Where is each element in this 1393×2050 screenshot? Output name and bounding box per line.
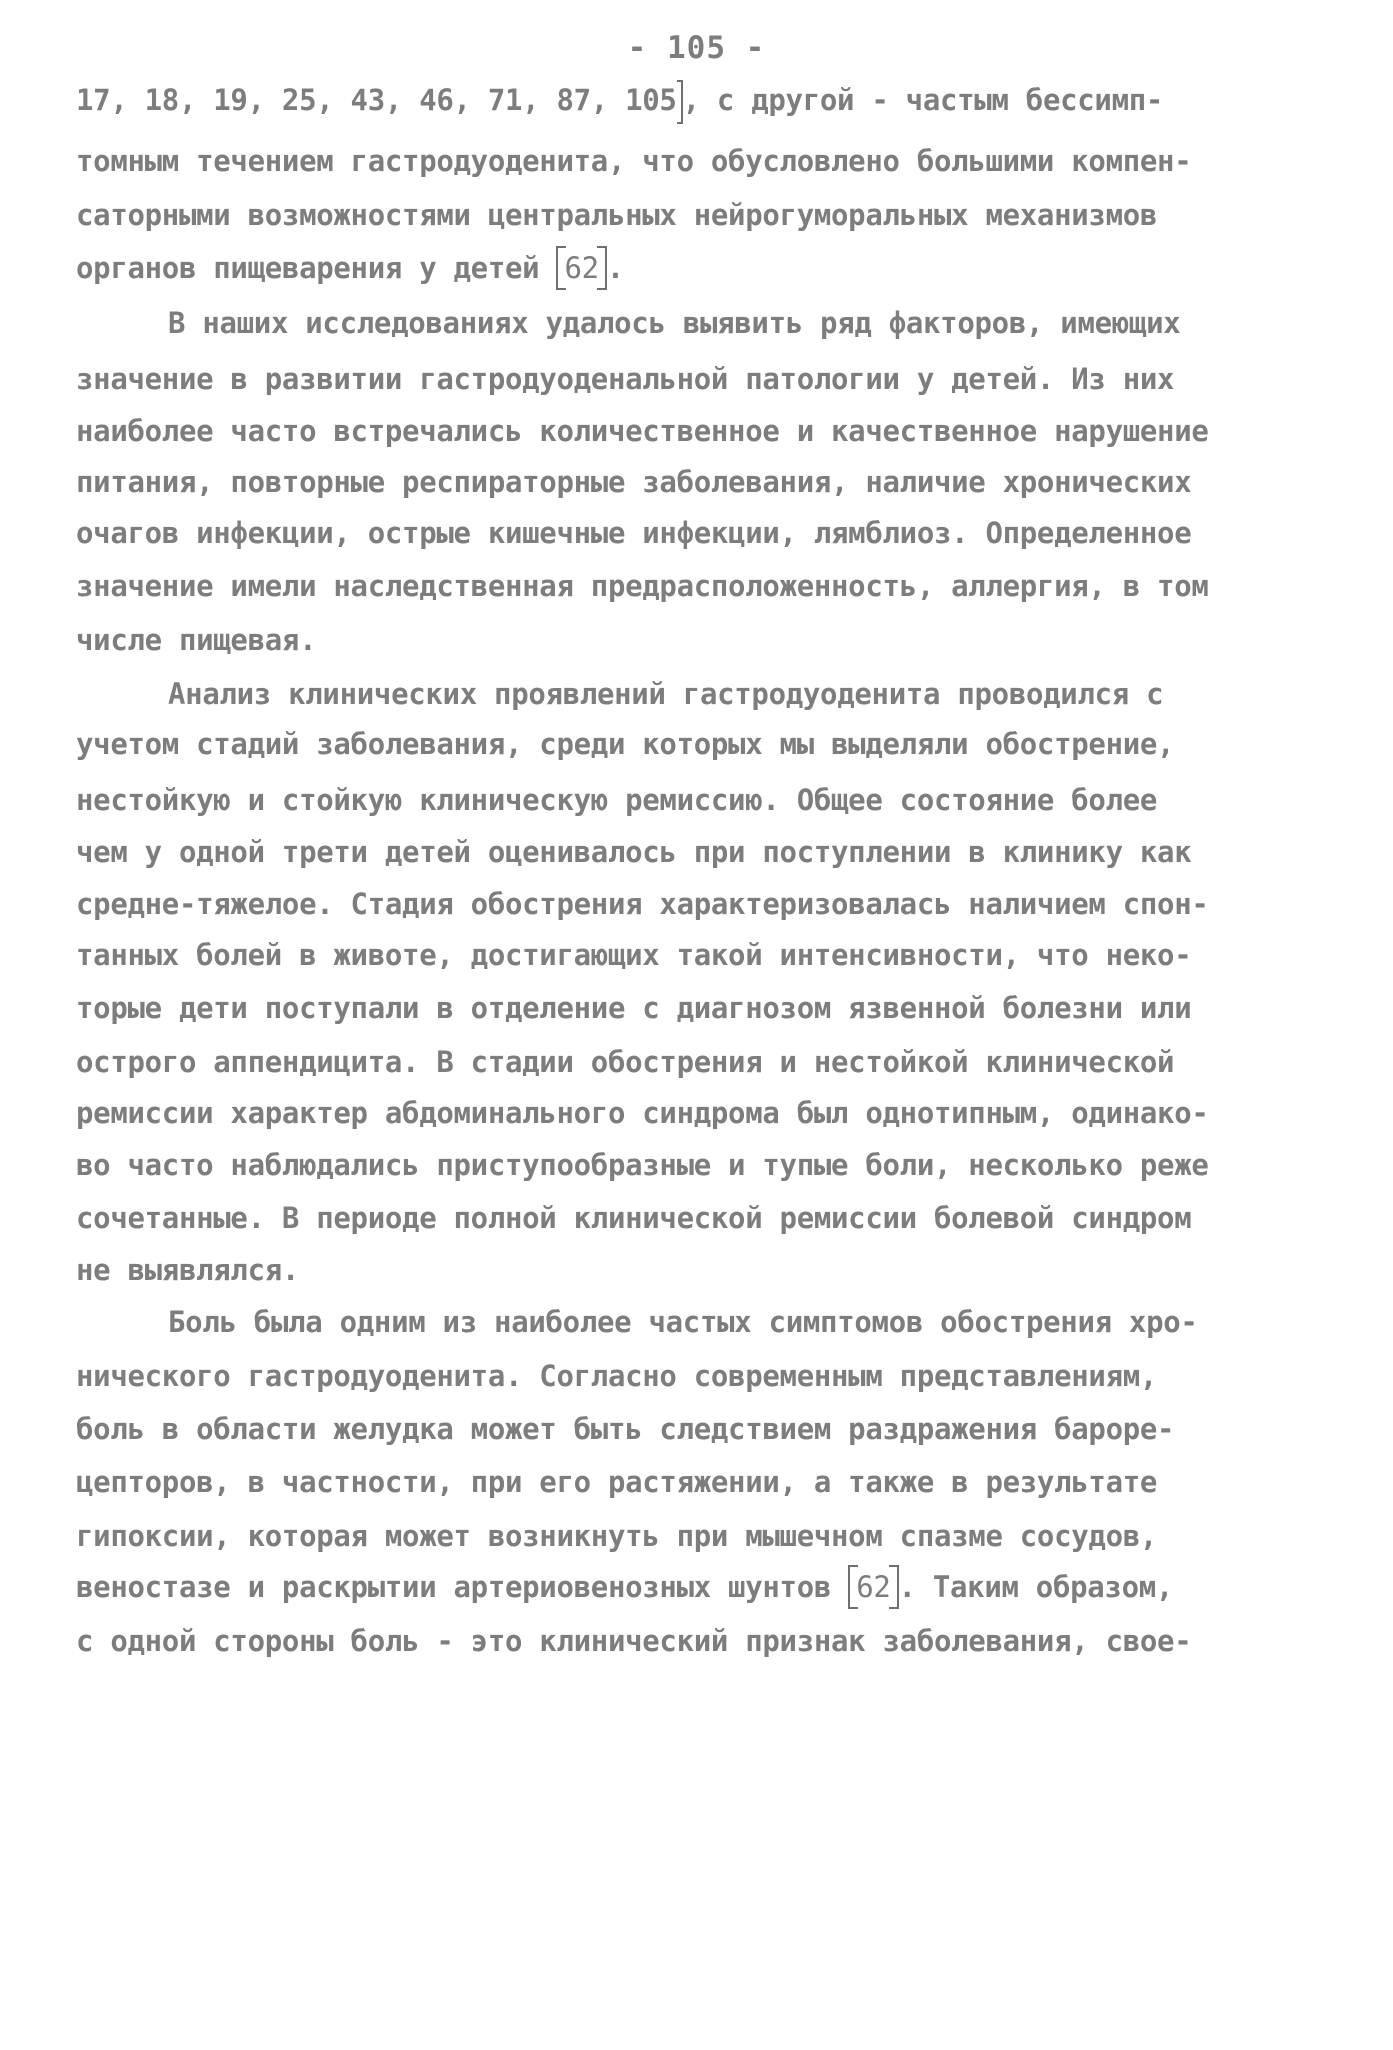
text-line-content: цепторов, в частности, при его растяжении, а также в результате [76,1465,1158,1499]
text-line [76,1557,1326,1617]
text-line-content: танных болей в животе, достигающих такой интенсивности, что неко- [76,938,1192,972]
text-line [76,978,1326,1038]
text-line-content: веностазе и раскрытии артериовенозных шунтов [76,1570,849,1604]
text-line-content: наиболее часто встречались количественное и качественное нарушение [76,414,1209,448]
text-line-content: во часто наблюдались приступообразные и тупые боли, несколько реже [76,1148,1209,1182]
text-line-content: томным течением гастродуоденита, что обусловлено большими компен- [76,144,1192,178]
text-line-content: саторными возможностями центральных нейрогуморальных механизмов [76,198,1158,232]
text-line [76,770,1326,830]
text-line-content: Анализ клинических проявлений гастродуоденита проводился с [168,677,1164,711]
text-line-content: нического гастродуоденита. Согласно современным представлениям, [76,1359,1158,1393]
text-line [76,131,1326,191]
text-line-content: торые дети поступали в отделение с диагнозом язвенной болезни или [76,991,1192,1025]
text-line-content: не выявлялся. [76,1253,300,1287]
text-line [76,714,1326,774]
text-line-content: нестойкую и стойкую клиническую ремиссию. Общее состояние более [76,783,1158,817]
text-line [76,822,1326,882]
text-line-content: учетом стадий заболевания, среди которых мы выделяли обострение, [76,727,1175,761]
text-line [168,1292,1328,1352]
text-line [76,610,1326,670]
text-line-content: 17, 18, 19, 25, 43, 46, 71, 87, 105 [76,83,677,117]
text-line [76,1452,1326,1512]
citation-reference: 62 [848,1565,898,1609]
text-line-content: Боль была одним из наиболее частых симптомов обострения хро- [168,1305,1198,1339]
text-line [76,556,1326,616]
text-line-content: боль в области желудка может быть следствием раздражения бароре- [76,1412,1175,1446]
text-line [76,1188,1326,1248]
text-line-content: числе пищевая. [76,623,317,657]
text-line-content: значение имели наследственная предрасположенность, аллергия, в том [76,569,1209,603]
text-line [76,1611,1326,1671]
page-number: - 105 - [627,30,766,66]
text-line [76,1240,1326,1300]
citation-reference: 62 [556,246,606,290]
text-line-content: чем у одной трети детей оценивалось при поступлении в клинику как [76,835,1192,869]
text-line [168,293,1328,353]
text-line-content: питания, повторные респираторные заболевания, наличие хронических [76,465,1192,499]
text-line [76,1346,1326,1406]
text-line-content: средне-тяжелое. Стадия обострения характеризовалась наличием спон- [76,887,1209,921]
text-line [76,503,1326,563]
text-line [76,70,1326,130]
text-line-content: значение в развитии гастродуоденальной патологии у детей. Из них [76,362,1175,396]
text-line [76,1135,1326,1195]
text-line-content: . [606,251,624,285]
text-line [76,925,1326,985]
text-line [76,1399,1326,1459]
text-line-content: . Таким образом, [898,1570,1174,1604]
text-line [76,349,1326,409]
text-line-content: ремиссии характер абдоминального синдрома был однотипным, одинако- [76,1096,1209,1130]
text-line [76,185,1326,245]
text-line [76,238,1326,298]
text-line-content: органов пищеварения у детей [76,251,557,285]
text-line-content: гипоксии, которая может возникнуть при мышечном спазме сосудов, [76,1519,1158,1553]
text-line-content: с одной стороны боль - это клинический признак заболевания, свое- [76,1624,1192,1658]
text-line-content: острого аппендицита. В стадии обострения и нестойкой клинической [76,1045,1175,1079]
text-line-content: сочетанные. В периоде полной клинической ремиссии болевой синдром [76,1201,1192,1235]
text-line-content: В наших исследованиях удалось выявить ряд факторов, имеющих [168,306,1181,340]
text-line-content: , с другой - частым бессимп- [682,83,1164,117]
text-line [76,1083,1326,1143]
text-line-content: очагов инфекции, острые кишечные инфекции, лямблиоз. Определенное [76,516,1192,550]
